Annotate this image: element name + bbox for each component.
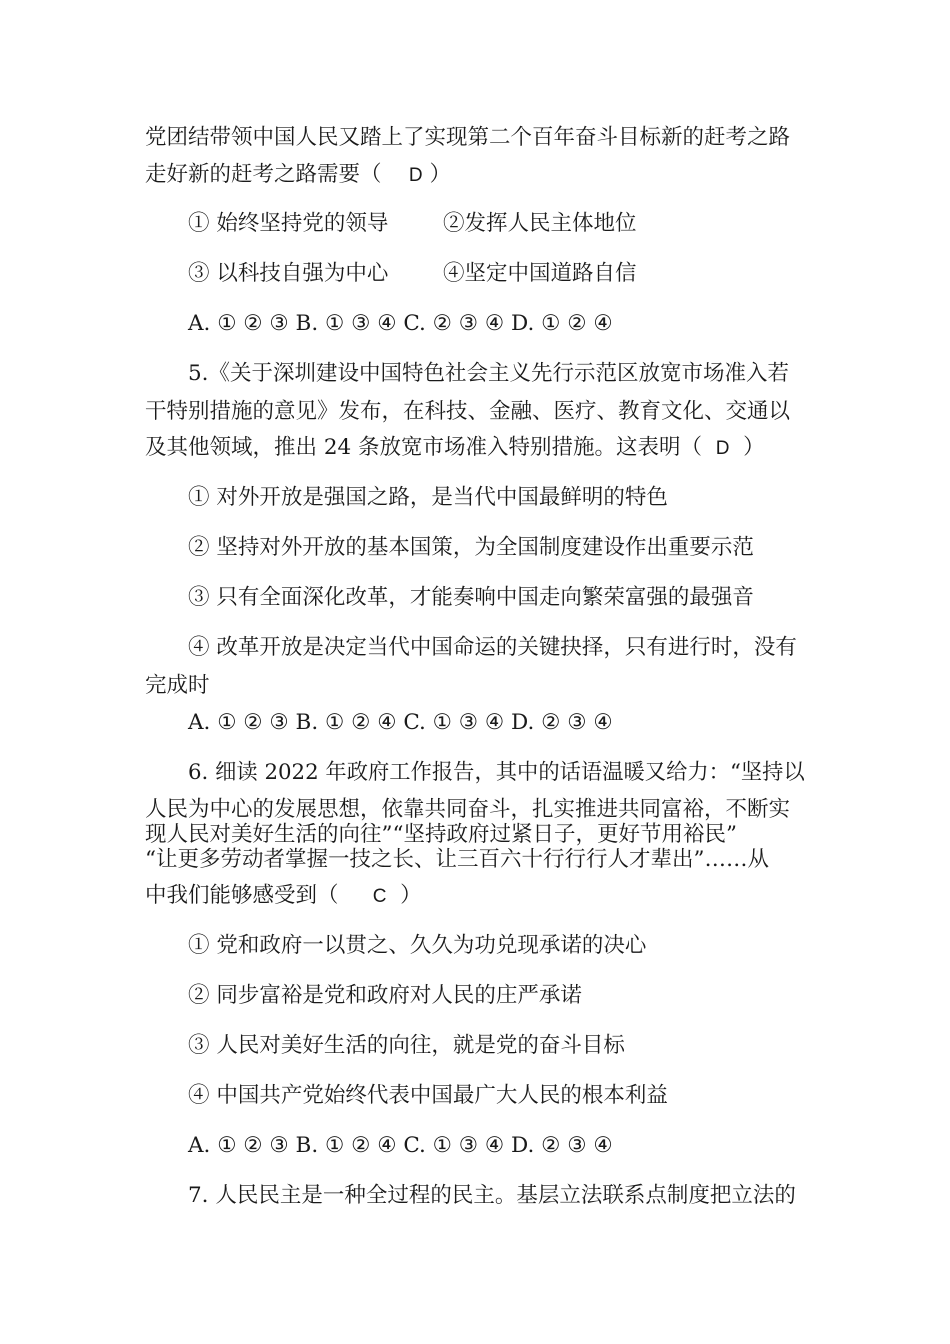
q7-stem-line-1: 7. 人民民主是一种全过程的民主。基层立法联系点制度把立法的	[188, 1183, 796, 1208]
q5-option-1: ① 对外开放是强国之路，是当代中国最鲜明的特色	[188, 485, 668, 510]
q5-stem-line-2: 干特别措施的意见》发布，在科技、金融、医疗、教育文化、交通以	[145, 399, 791, 424]
q6-option-2: ② 同步富裕是党和政府对人民的庄严承诺	[188, 983, 582, 1008]
q6-stem-line-3: 现人民对美好生活的向往”“坚持政府过紧日子，更好节用裕民”	[145, 822, 737, 847]
q5-option-2: ② 坚持对外开放的基本国策，为全国制度建设作出重要示范	[188, 535, 754, 560]
q6-answer: C	[372, 886, 387, 907]
q5-close-paren: ）	[743, 435, 765, 460]
q6-option-1: ① 党和政府一以贯之、久久为功兑现承诺的决心	[188, 933, 647, 958]
q4-close-paren: ）	[429, 162, 451, 187]
q6-close-paren: ）	[400, 883, 422, 908]
q6-stem-line-4: “让更多劳动者掌握一技之长、让三百六十行行行人才辈出”……从	[145, 847, 769, 872]
q5-option-3: ③ 只有全面深化改革，才能奏响中国走向繁荣富强的最强音	[188, 585, 754, 610]
q5-stem-text: 及其他领域，推出 24 条放宽市场准入特别措施。这表明（	[145, 435, 703, 460]
q6-stem-text: 中我们能够感受到（	[145, 883, 339, 908]
q4-answer: D	[408, 165, 423, 186]
q6-stem-line-5	[145, 881, 422, 912]
q6-stem-line-2: 人民为中心的发展思想，依靠共同奋斗，扎实推进共同富裕，不断实	[145, 797, 791, 822]
q4-stem-line-2	[145, 160, 451, 191]
q4-options-row-2: ③ 以科技自强为中心 ④坚定中国道路自信	[188, 261, 637, 286]
q5-option-4-line-2: 完成时	[145, 673, 210, 698]
q6-stem-line-1: 6. 细读 2022 年政府工作报告，其中的话语温暖又给力：“坚持以	[188, 760, 805, 785]
q5-choices: A. ① ② ③ B. ① ② ④ C. ① ③ ④ D. ② ③ ④	[188, 710, 613, 735]
q5-stem-line-1: 5.《关于深圳建设中国特色社会主义先行示范区放宽市场准入若	[188, 361, 790, 386]
q4-options-row-1: ① 始终坚持党的领导 ②发挥人民主体地位	[188, 211, 637, 236]
q4-stem-line-1: 党团结带领中国人民又踏上了实现第二个百年奋斗目标新的赶考之路	[145, 125, 791, 150]
q6-choices: A. ① ② ③ B. ① ② ④ C. ① ③ ④ D. ② ③ ④	[188, 1133, 613, 1158]
q5-option-4-line-1: ④ 改革开放是决定当代中国命运的关键抉择，只有进行时，没有	[188, 635, 797, 660]
q6-option-3: ③ 人民对美好生活的向往，就是党的奋斗目标	[188, 1033, 625, 1058]
q5-answer: D	[715, 438, 730, 459]
q4-choices: A. ① ② ③ B. ① ③ ④ C. ② ③ ④ D. ① ② ④	[188, 311, 613, 336]
q6-option-4: ④ 中国共产党始终代表中国最广大人民的根本利益	[188, 1083, 668, 1108]
q5-stem-line-3	[145, 433, 765, 464]
q4-stem-text: 走好新的赶考之路需要（	[145, 162, 382, 187]
